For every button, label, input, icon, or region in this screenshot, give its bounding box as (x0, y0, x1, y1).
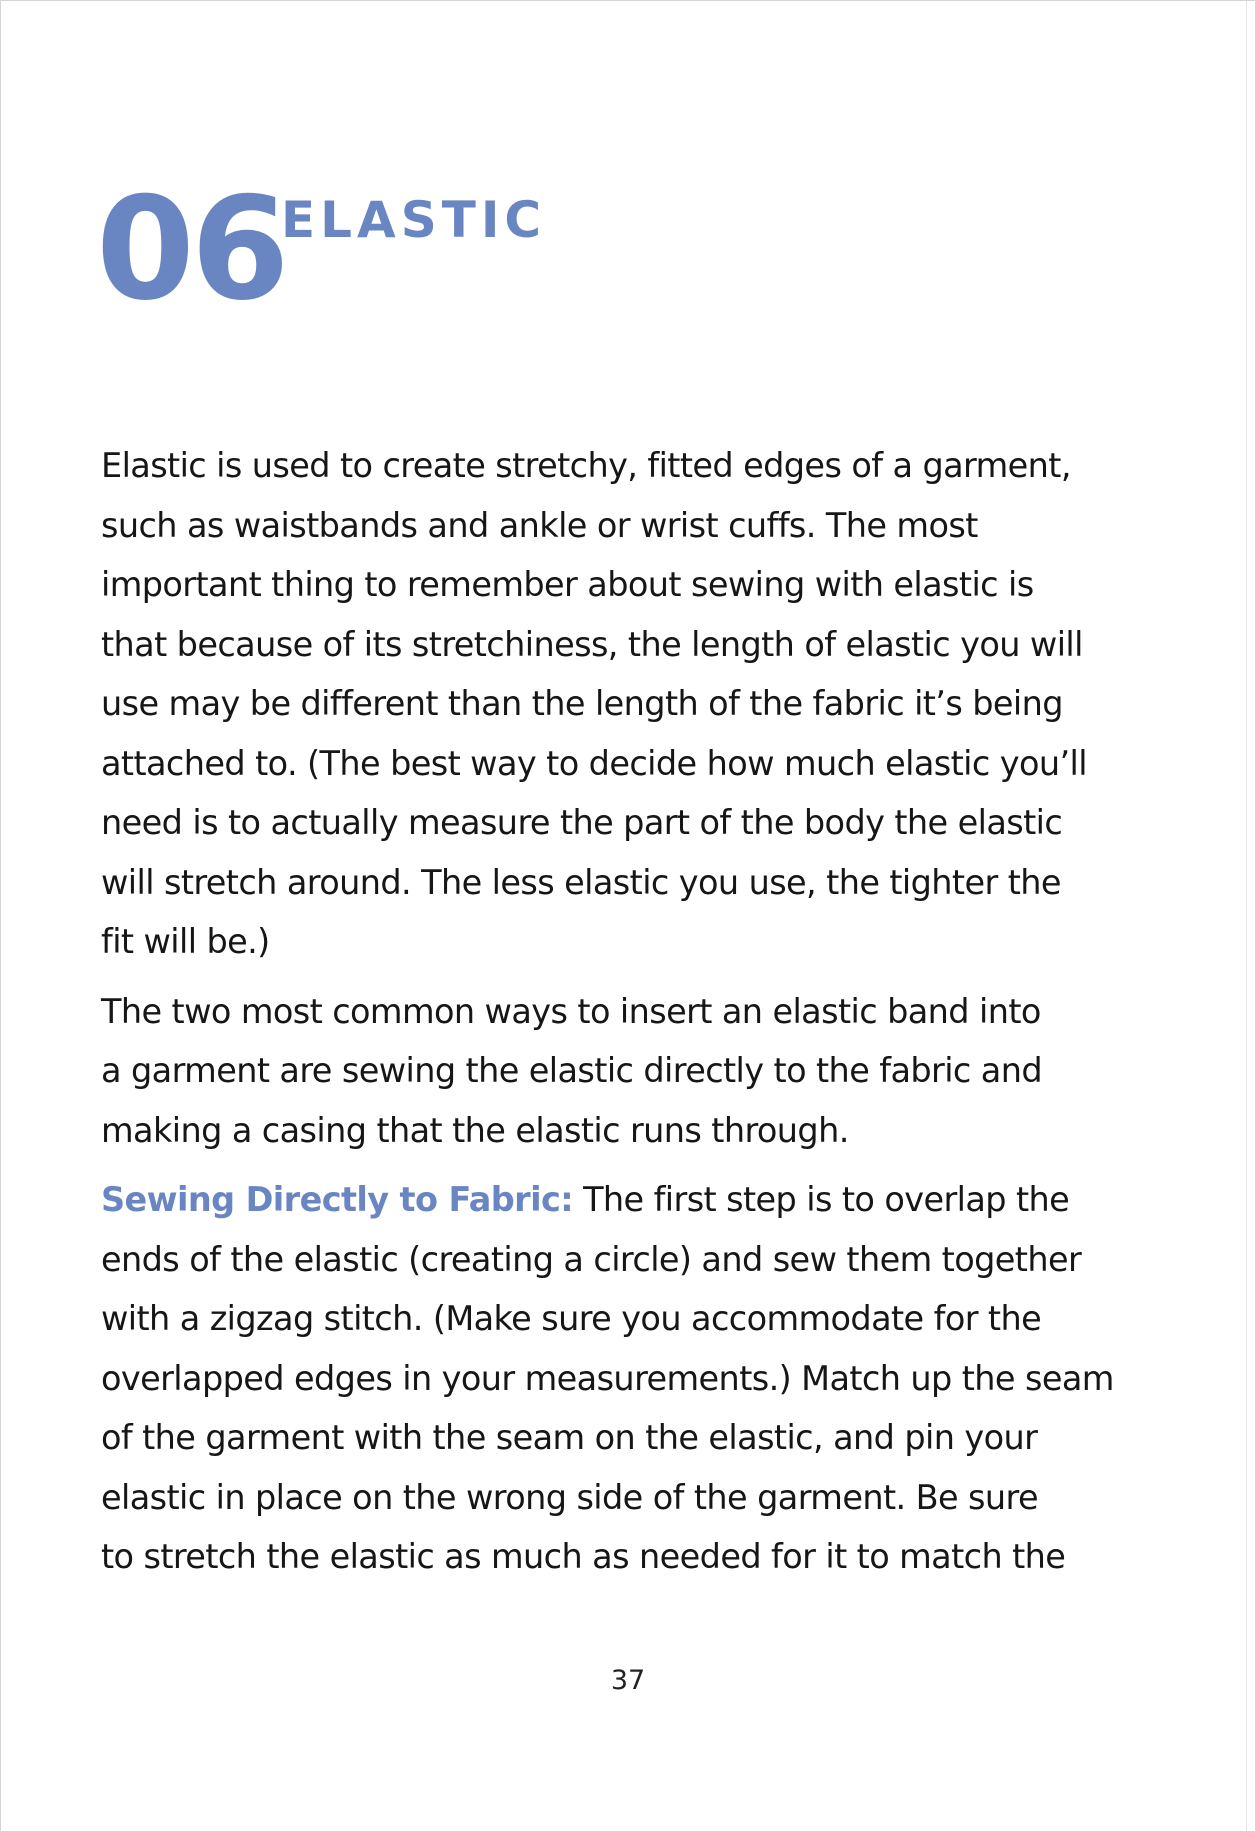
chapter-title: ELASTIC (281, 191, 547, 249)
text-line (101, 1170, 1161, 1230)
paragraph-methods (101, 982, 1161, 1161)
text-line: Elastic is used to create stretchy, fitted edges of a garment, (101, 446, 1071, 485)
text-line: a garment are sewing the elastic directly to the fabric and (101, 1051, 1043, 1090)
text-run: The first step is to overlap the (573, 1180, 1070, 1219)
text-line: important thing to remember about sewing with elastic is (101, 565, 1034, 604)
text-line: use may be different than the length of the fabric it’s being (101, 684, 1063, 723)
paragraph-sewing-directly (101, 1170, 1161, 1587)
text-line: elastic in place on the wrong side of the garment. Be sure (101, 1477, 1038, 1517)
run-in-heading: Sewing Directly to Fabric: (101, 1180, 574, 1219)
page-number: 37 (610, 1665, 646, 1696)
text-line: of the garment with the seam on the elastic, and pin your (101, 1418, 1038, 1457)
text-line: need is to actually measure the part of the body the elastic (101, 803, 1063, 842)
text-line: to stretch the elastic as much as needed for it to match the (101, 1537, 1066, 1576)
text-line: such as waistbands and ankle or wrist cuffs. The most (101, 505, 978, 545)
text-line: overlapped edges in your measurements.) Match up the seam (101, 1358, 1114, 1398)
text-line: with a zigzag stitch. (Make sure you accommodate for the (101, 1299, 1042, 1338)
body-text (101, 436, 1161, 1587)
paragraph-intro (101, 436, 1161, 972)
text-line: will stretch around. The less elastic you use, the tighter the (101, 862, 1061, 902)
text-line: fit will be.) (101, 922, 270, 961)
text-line: The two most common ways to insert an elastic band into (101, 991, 1041, 1031)
text-line: attached to. (The best way to decide how much elastic you’ll (101, 743, 1087, 783)
text-line: making a casing that the elastic runs through. (101, 1110, 849, 1150)
text-line: that because of its stretchiness, the length of elastic you will (101, 624, 1083, 664)
text-line: ends of the elastic (creating a circle) and sew them together (101, 1239, 1082, 1279)
chapter-number: 06 (96, 167, 286, 332)
